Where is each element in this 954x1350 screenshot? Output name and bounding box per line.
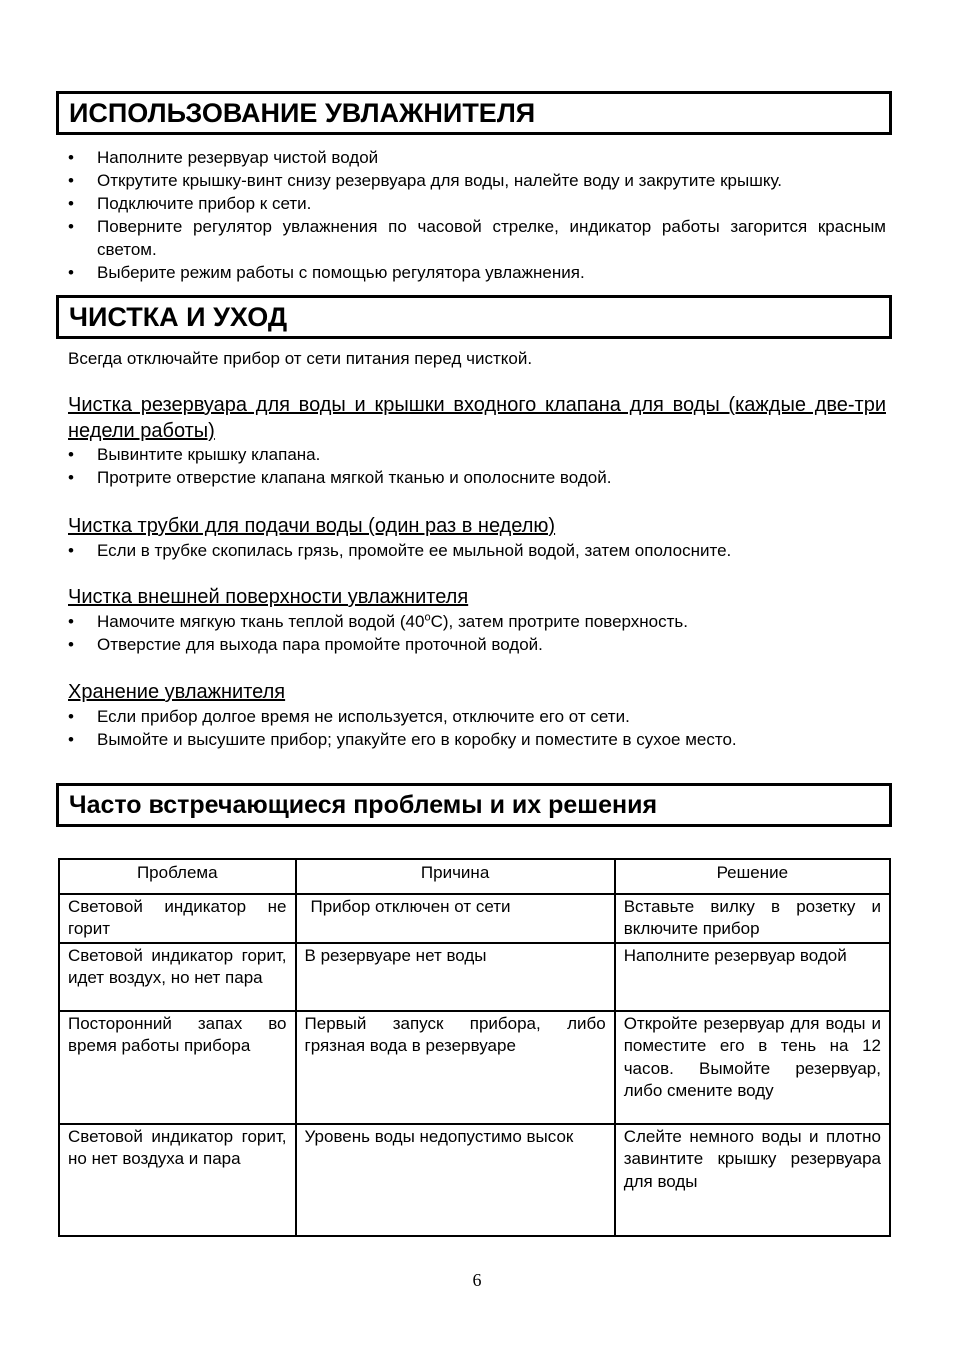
- troubleshooting-table: [58, 858, 891, 1237]
- section-title-cleaning: ЧИСТКА И УХОД: [56, 295, 892, 339]
- subheading-tube: Чистка трубки для подачи воды (один раз в неделю): [68, 515, 556, 537]
- table-cell: Световой индикатор горит, идет воздух, но нет пара: [59, 943, 296, 1011]
- tank-list: [68, 443, 886, 489]
- list-item: • Протрите отверстие клапана мягкой тканью и ополосните водой.: [68, 466, 886, 489]
- section-title-usage: ИСПОЛЬЗОВАНИЕ УВЛАЖНИТЕЛЯ: [56, 91, 892, 135]
- table-row: [59, 1011, 890, 1124]
- table-row: [59, 943, 890, 1011]
- list-item: • Подключите прибор к сети.: [68, 192, 886, 215]
- table-cell: Световой индикатор горит, но нет воздуха и пара: [59, 1124, 296, 1236]
- item-text: C), затем протрите поверхность.: [430, 612, 688, 631]
- table-cell: Прибор отключен от сети: [296, 894, 615, 943]
- list-item: [68, 610, 886, 633]
- list-item: • Вывинтите крышку клапана.: [68, 443, 886, 466]
- table-cell: Первый запуск прибора, либо грязная вода в резервуаре: [296, 1011, 615, 1124]
- column-header: Проблема: [59, 859, 296, 894]
- table-header-row: [59, 859, 890, 894]
- list-item: • Если в трубке скопилась грязь, промойте ее мыльной водой, затем ополосните.: [68, 539, 886, 562]
- list-item: • Отверстие для выхода пара промойте проточной водой.: [68, 633, 886, 656]
- list-item: • Выберите режим работы с помощью регулятора увлажнения.: [68, 261, 886, 284]
- storage-list: [68, 705, 886, 751]
- list-item: • Поверните регулятор увлажнения по часовой стрелке, индикатор работы загорится красным светом.: [68, 215, 886, 261]
- table-cell: Наполните резервуар водой: [615, 943, 890, 1011]
- tube-list: [68, 539, 886, 562]
- table-cell: В резервуаре нет воды: [296, 943, 615, 1011]
- list-item: • Открутите крышку-винт снизу резервуара для воды, налейте воду и закрутите крышку.: [68, 169, 886, 192]
- table-cell: Световой индикатор не горит: [59, 894, 296, 943]
- list-item: • Наполните резервуар чистой водой: [68, 146, 886, 169]
- surface-list: [68, 610, 886, 656]
- section-title-troubleshooting: Часто встречающиеся проблемы и их решения: [56, 783, 892, 827]
- table-row: [59, 894, 890, 943]
- cleaning-intro: Всегда отключайте прибор от сети питания перед чисткой.: [68, 349, 533, 368]
- subheading-tank: Чистка резервуара для воды и крышки входного клапана для воды (каждые две-три недели работы): [68, 394, 886, 442]
- degree-sup: o: [424, 611, 431, 624]
- column-header: Причина: [296, 859, 615, 894]
- list-item: • Вымойте и высушите прибор; упакуйте его в коробку и поместите в сухое место.: [68, 728, 886, 751]
- table-row: [59, 1124, 890, 1236]
- table-cell: Откройте резервуар для воды и поместите его в тень на 12 часов. Вымойте резервуар, либо смените воду: [615, 1011, 890, 1124]
- table-cell: Посторонний запах во время работы прибора: [59, 1011, 296, 1124]
- subheading-surface: Чистка внешней поверхности увлажнителя: [68, 586, 469, 608]
- table-cell: Вставьте вилку в розетку и включите прибор: [615, 894, 890, 943]
- table-cell: Уровень воды недопустимо высок: [296, 1124, 615, 1236]
- subheading-storage: Хранение увлажнителя: [68, 681, 286, 703]
- item-text: Намочите мягкую ткань теплой водой (40: [97, 612, 425, 631]
- table-cell: Слейте немного воды и плотно завинтите крышку резервуара для воды: [615, 1124, 890, 1236]
- page-number: 6: [472, 1270, 482, 1290]
- usage-list: [68, 146, 886, 284]
- column-header: Решение: [615, 859, 890, 894]
- list-item: • Если прибор долгое время не используется, отключите его от сети.: [68, 705, 886, 728]
